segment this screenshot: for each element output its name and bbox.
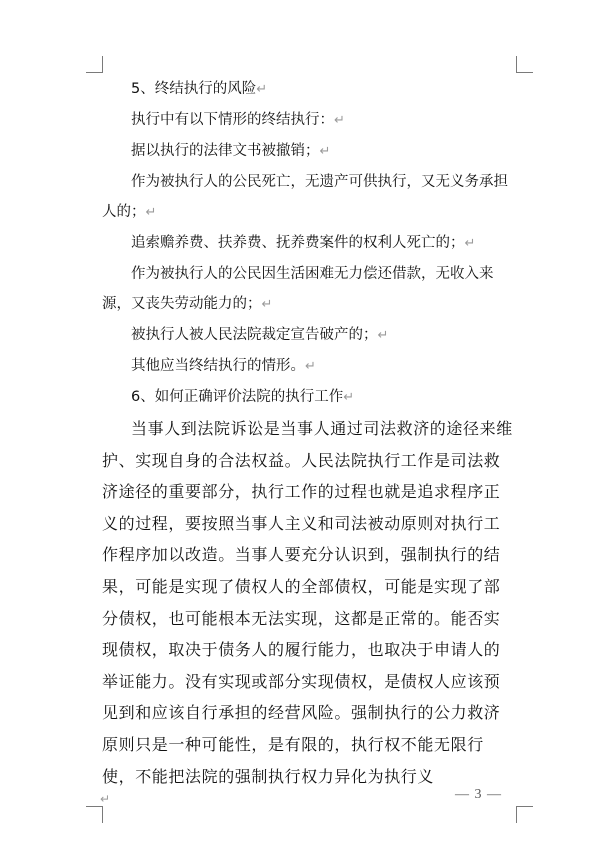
paragraph-mark-icon: ↵ [305,359,316,374]
paragraph-mark-icon: ↵ [377,328,389,343]
paragraph-mark-icon: ↵ [261,297,273,312]
page-number: — 3 — [455,787,502,802]
list-paragraph: 其他应当终结执行的情形。↵ [131,358,316,374]
list-paragraph: 被执行人被人民法院裁定宣告破产的；↵ [131,327,389,343]
margin-corner-bottom-right [516,806,533,823]
list-paragraph: 据以执行的法律文书被撤销；↵ [131,143,331,159]
footer-paragraph-mark-icon: ↵ [100,792,111,806]
body-paragraph: 执行中有以下情形的终结执行：↵ [131,112,345,128]
margin-corner-top-left [86,56,103,73]
list-paragraph: 作为被执行人的公民因生活困难无力偿还借款，无收入来源，又丧失劳动能力的；↵ [102,266,494,312]
paragraph-mark-icon: ↵ [256,82,268,97]
margin-corner-bottom-left [86,806,103,823]
document-body[interactable] [102,74,516,792]
margin-corner-top-right [516,56,533,73]
heading-paragraph: 6、如何正确评价法院的执行工作↵ [131,389,355,405]
heading-paragraph: 5、终结执行的风险↵ [131,81,268,97]
paragraph-mark-icon: ↵ [319,144,331,159]
list-paragraph: 作为被执行人的公民死亡，无遗产可供执行，又无义务承担人的；↵ [102,174,508,220]
paragraph-mark-icon: ↵ [343,390,355,405]
list-paragraph: 追索赡养费、扶养费、抚养费案件的权利人死亡的；↵ [131,235,476,251]
paragraph-mark-icon: ↵ [334,113,345,128]
paragraph-mark-icon: ↵ [145,205,157,220]
body-paragraph: 当事人到法院诉讼是当事人通过司法救济的途径来维护、实现自身的合法权益。人民法院执行工作是司法救济途径的重要部分，执行工作的过程也就是追求程序正义的过程，要按照当事人主义和司法被动原则对执行工作程序加以改造。当事人要充分认识到，强制执行的结果，可能是实现了债权人的全部债权，可能是实现了部分债权，也可能根本无法实现，这都是正常的。能否实现债权，取决于债务人的履行能力，也取决于申请人的举证能力。没有实现或部分实现债权，是债权人应该预见到和应该自行承担的经营风险。强制执行的公力救济原则只是一种可能性，是有限的，执行权不能无限行使，不能把法院的强制执行权力异化为执行义 [102,419,513,786]
paragraph-mark-icon: ↵ [464,236,476,251]
